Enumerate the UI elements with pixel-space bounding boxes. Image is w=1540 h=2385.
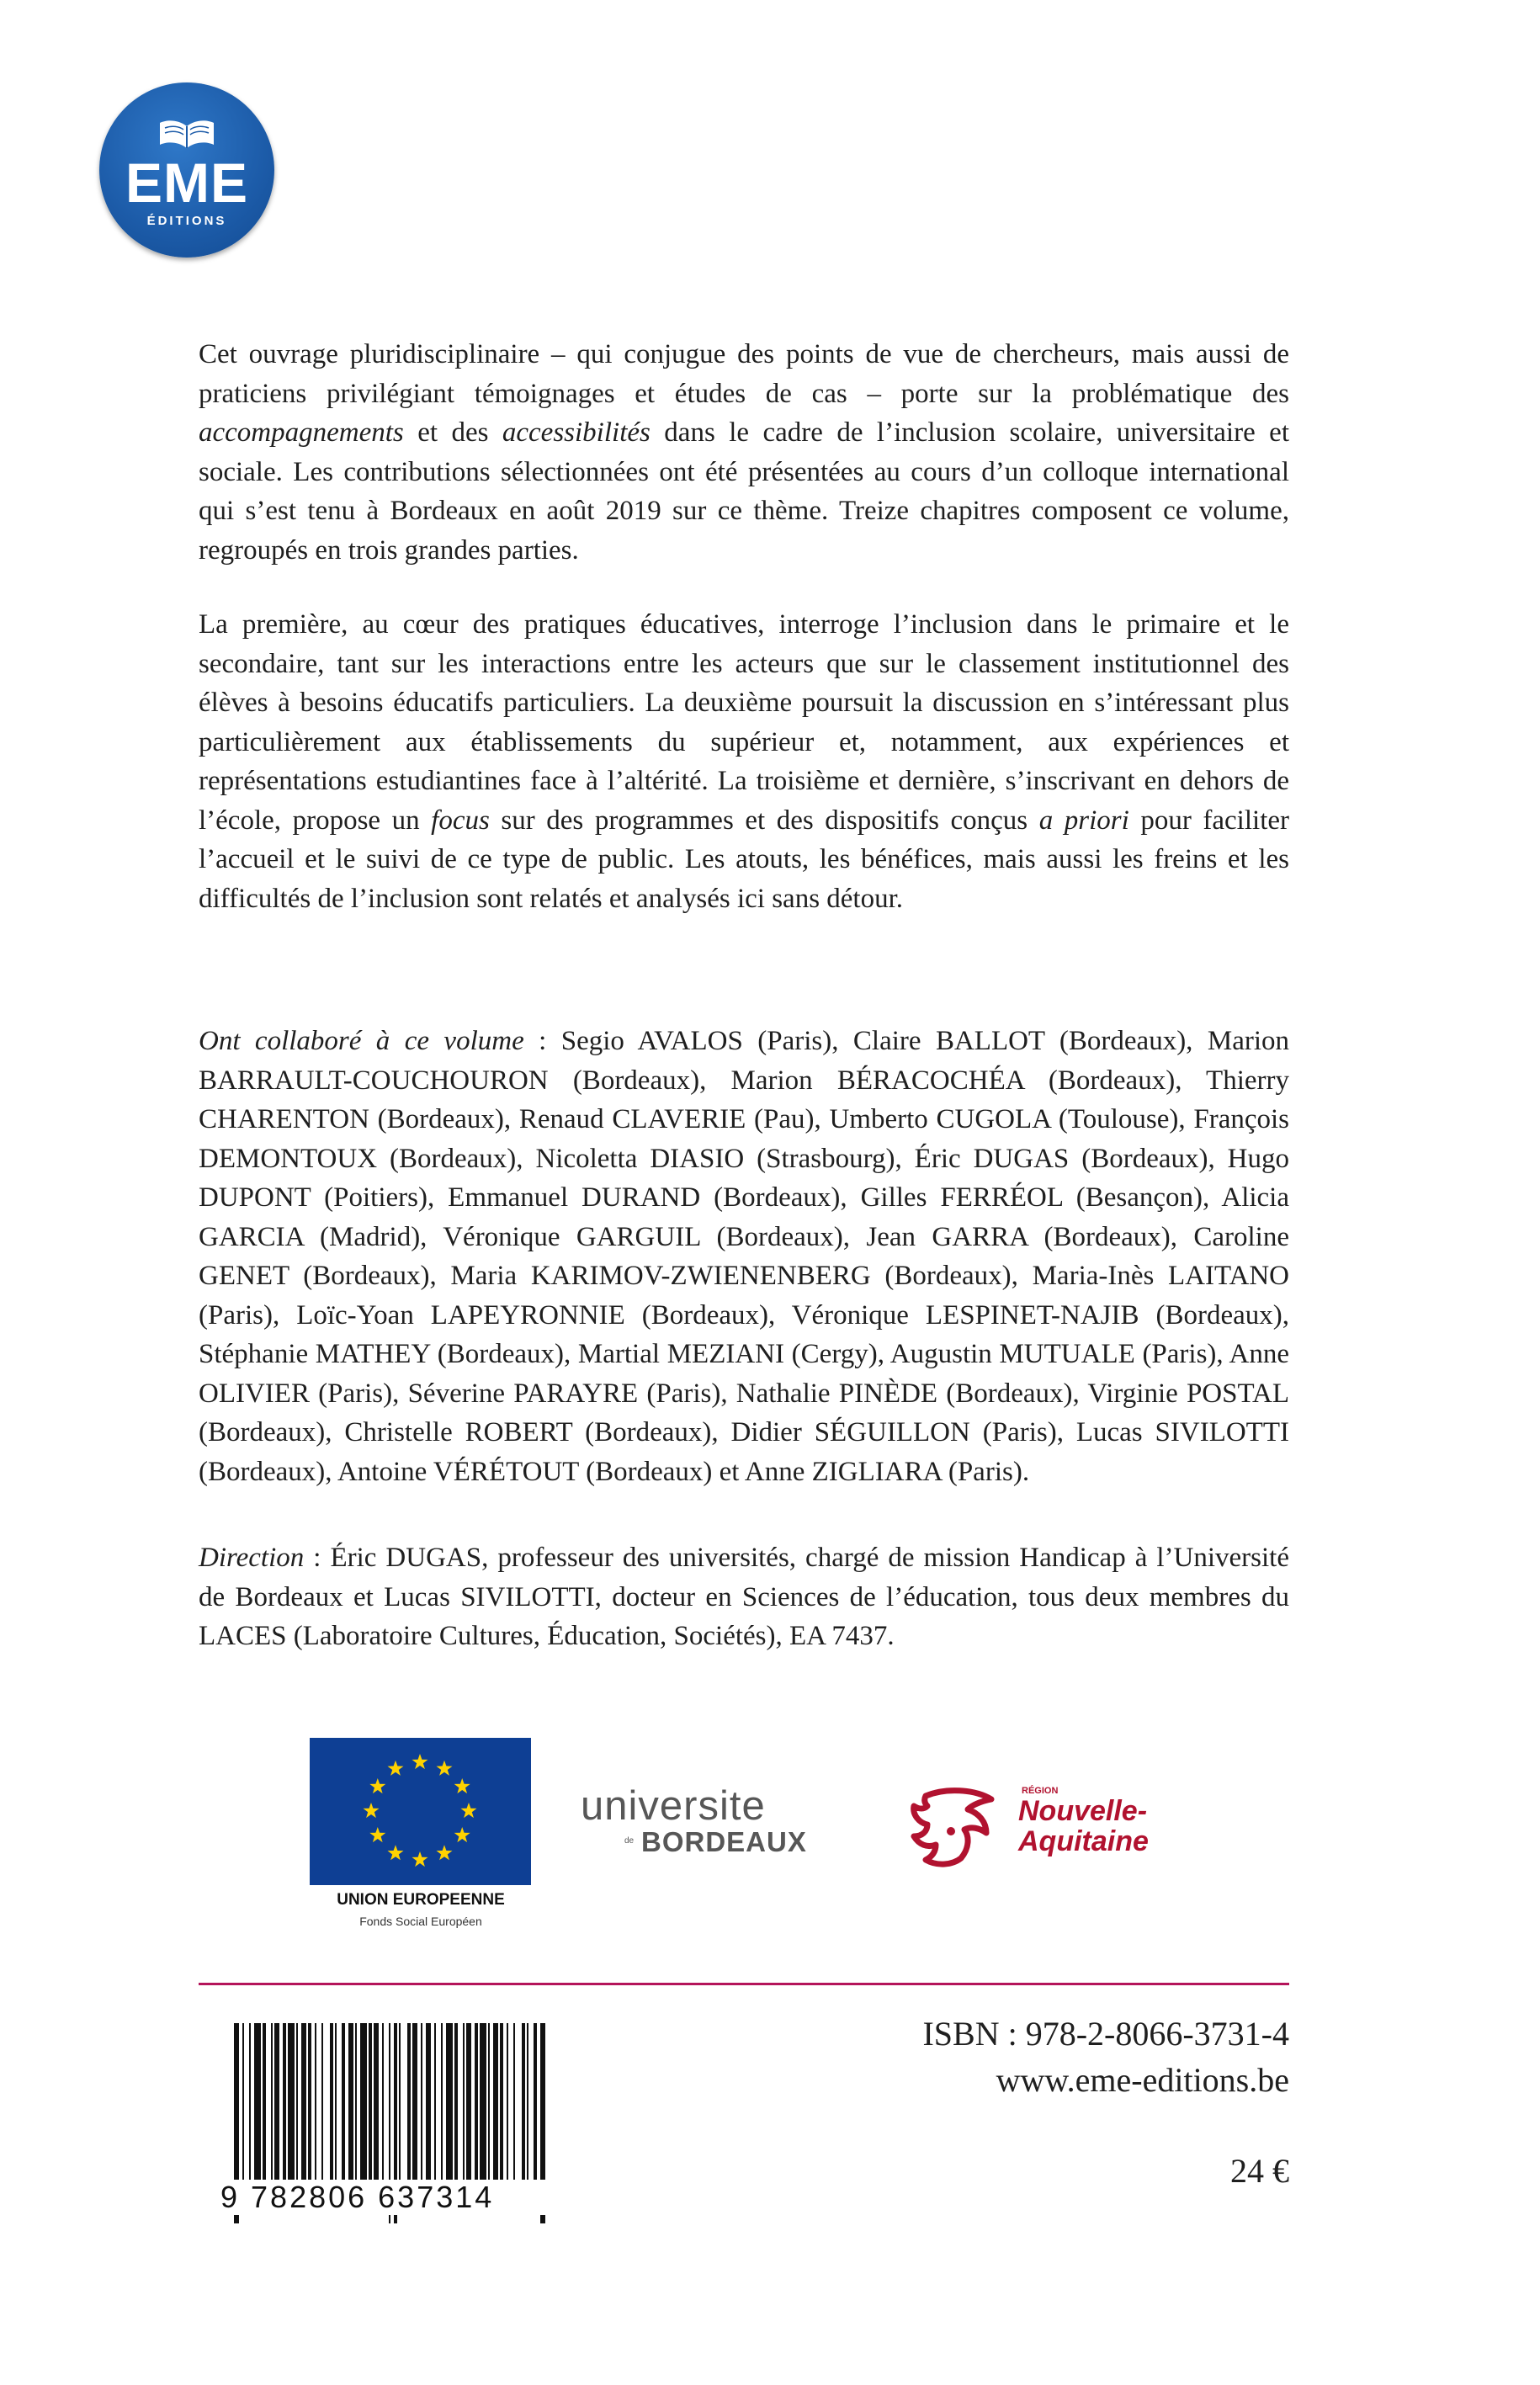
barcode-bar [274, 2023, 279, 2183]
barcode-bar [308, 2023, 311, 2183]
barcode-bar [507, 2023, 508, 2183]
eu-star-10 [364, 1803, 380, 1818]
universite-bordeaux-logo: universite de BORDEAUX [581, 1783, 807, 1857]
barcode-bar [446, 2023, 453, 2183]
barcode-number: 9 782806 637314 [220, 2180, 557, 2215]
barcode-bar [296, 2023, 298, 2183]
barcode-bar [254, 2023, 261, 2183]
barcode-bar [369, 2023, 372, 2183]
barcode-bar [348, 2023, 353, 2183]
price: 24 € [1230, 2152, 1289, 2190]
barcode-bar [321, 2023, 323, 2183]
barcode-bar [466, 2023, 471, 2183]
barcode-bar [342, 2023, 345, 2183]
eu-star-8 [388, 1845, 404, 1860]
barcode-bar [330, 2023, 333, 2183]
eu-star-9 [369, 1827, 385, 1842]
barcode-bar [360, 2023, 367, 2183]
publisher-logo-name: EME [125, 151, 249, 214]
barcode-bar [301, 2023, 306, 2183]
barcode-bar [399, 2023, 401, 2183]
barcode-bar [335, 2023, 337, 2183]
eu-star-6 [437, 1845, 453, 1860]
eu-flag-logo [310, 1738, 531, 1885]
barcode-bar [242, 2023, 244, 2183]
barcode-bar [534, 2023, 537, 2183]
nouvelle-aquitaine-logo: RÉGION Nouvelle- Aquitaine [902, 1774, 1171, 1883]
barcode-bar [426, 2023, 431, 2183]
intro-paragraph: Cet ouvrage pluridisciplinaire – qui conjugue des points de vue de chercheurs, mais aussi de praticiens privilégiant témoignages et études de cas – porte sur la problématique des accompagnements et des accessibilités dans le cadre de l’inclusion scolaire, universitaire et sociale. Les contributions sélectionnées ont été présentées au cours d’un colloque international qui s’est tenu à Bordeaux en août 2019 sur ce thème. Treize chapitres composent ce volume, regroupés en trois grandes parties. [199, 339, 1289, 566]
eu-star-2 [437, 1761, 453, 1776]
website-link[interactable]: www.eme-editions.be [996, 2061, 1289, 2099]
barcode-bar [441, 2023, 443, 2183]
eu-title: UNION EUROPEENNE [337, 1891, 505, 1909]
parts-paragraph: La première, au cœur des pratiques éducatives, interroge l’inclusion dans le primaire et le secondaire, tant sur les interactions entre les acteurs que sur le classement institutionnel des élèves à besoins éducatifs particuliers. La deuxième poursuit la discussion en s’intéressant plus particulièrement aux établissements du supérieur et, notamment, aux expériences et représentations estudiantines face à l’altérité. La troisième et dernière, s’inscrivant en dehors de l’école, propose un focus sur des programmes et des dispositifs conçus a priori pour faciliter l’accueil et le suivi de ce type de public. Les atouts, les bénéfices, mais aussi les freins et les difficultés de l’inclusion sont relatés et analysés ici sans détour. [199, 609, 1289, 914]
barcode-bar [263, 2023, 266, 2183]
barcode-bar [271, 2023, 273, 2183]
barcode-bar [412, 2023, 417, 2183]
eu-stars-icon [310, 1738, 531, 1885]
eu-star-7 [412, 1851, 428, 1867]
eu-star-11 [369, 1778, 385, 1793]
publisher-logo [99, 82, 274, 258]
barcode-bar [382, 2023, 384, 2183]
barcode-bar [493, 2023, 498, 2183]
barcode-bar [480, 2023, 486, 2183]
barcode-bar [463, 2023, 465, 2183]
barcode-bar [315, 2023, 316, 2183]
barcode-bar [527, 2023, 528, 2183]
barcode-bar [288, 2023, 295, 2183]
barcode-bar [249, 2023, 251, 2183]
barcode-bar [434, 2023, 436, 2183]
barcode-bar [283, 2023, 286, 2183]
direction-paragraph: Direction : Éric DUGAS, professeur des universités, chargé de mission Handicap à l’Université de Bordeaux et Lucas SIVILOTTI, docteur en Sciences de l’éducation, tous deux membres du LACES (Laboratoire Cultures, Éducation, Sociétés), EA 7437. [199, 1543, 1289, 1651]
barcode-bar [475, 2023, 478, 2183]
eu-star-3 [454, 1778, 470, 1793]
barcode-bar [407, 2023, 411, 2183]
barcode-bar [454, 2023, 458, 2183]
eu-star-5 [454, 1827, 470, 1842]
contributors-label: Ont collaboré à ce volume [199, 1026, 524, 1056]
barcode-bar [488, 2023, 490, 2183]
eu-star-12 [388, 1761, 404, 1776]
barcode-bar [513, 2023, 515, 2183]
barcode-bar [421, 2023, 422, 2183]
barcode-bar [355, 2023, 357, 2183]
eu-star-4 [461, 1803, 477, 1818]
lion-icon [902, 1784, 1012, 1877]
barcode-bar [522, 2023, 525, 2183]
isbn: ISBN : 978-2-8066-3731-4 [922, 2015, 1289, 2053]
direction-label: Direction [199, 1543, 305, 1573]
barcode-bar [374, 2023, 379, 2183]
publisher-logo-sub: ÉDITIONS [146, 214, 227, 228]
open-book-icon [157, 118, 217, 151]
separator-line [199, 1983, 1289, 1985]
barcode-bar [500, 2023, 503, 2183]
contributors-paragraph: Ont collaboré à ce volume : Segio AVALOS (Paris), Claire BALLOT (Bordeaux), Marion BARRAULT-COUCHOURON (Bordeaux), Marion BÉRACOCHÉA (Bordeaux), Thierry CHARENTON (Bordeaux), Renaud CLAVERIE (Pau), Umberto CUGOLA (Toulouse), François DEMONTOUX (Bordeaux), Nicoletta DIASIO (Strasbourg), Éric DUGAS (Bordeaux), Hugo DUPONT (Poitiers), Emmanuel DURAND (Bordeaux), Gilles FERRÉOL (Besançon), Alicia GARCIA (Madrid), Véronique GARGUIL (Bordeaux), Jean GARRA (Bordeaux), Caroline GENET (Bordeaux), Maria KARIMOV-ZWIENENBERG (Bordeaux), Maria-Inès LAITANO (Paris), Loïc-Yoan LAPEYRONNIE (Bordeaux), Véronique LESPINET-NAJIB (Bordeaux), Stéphanie MATHEY (Bordeaux), Martial MEZIANI (Cergy), Augustin MUTUALE (Paris), Anne OLIVIER (Paris), Séverine PARAYRE (Paris), Nathalie PINÈDE (Bordeaux), Virginie POSTAL (Bordeaux), Christelle ROBERT (Bordeaux), Didier SÉGUILLON (Paris), Lucas SIVILOTTI (Bordeaux), Antoine VÉRÉTOUT (Bordeaux) et Anne ZIGLIARA (Paris). [199, 1026, 1289, 1487]
eu-star-1 [412, 1754, 428, 1769]
eu-subtitle: Fonds Social Européen [359, 1915, 482, 1928]
